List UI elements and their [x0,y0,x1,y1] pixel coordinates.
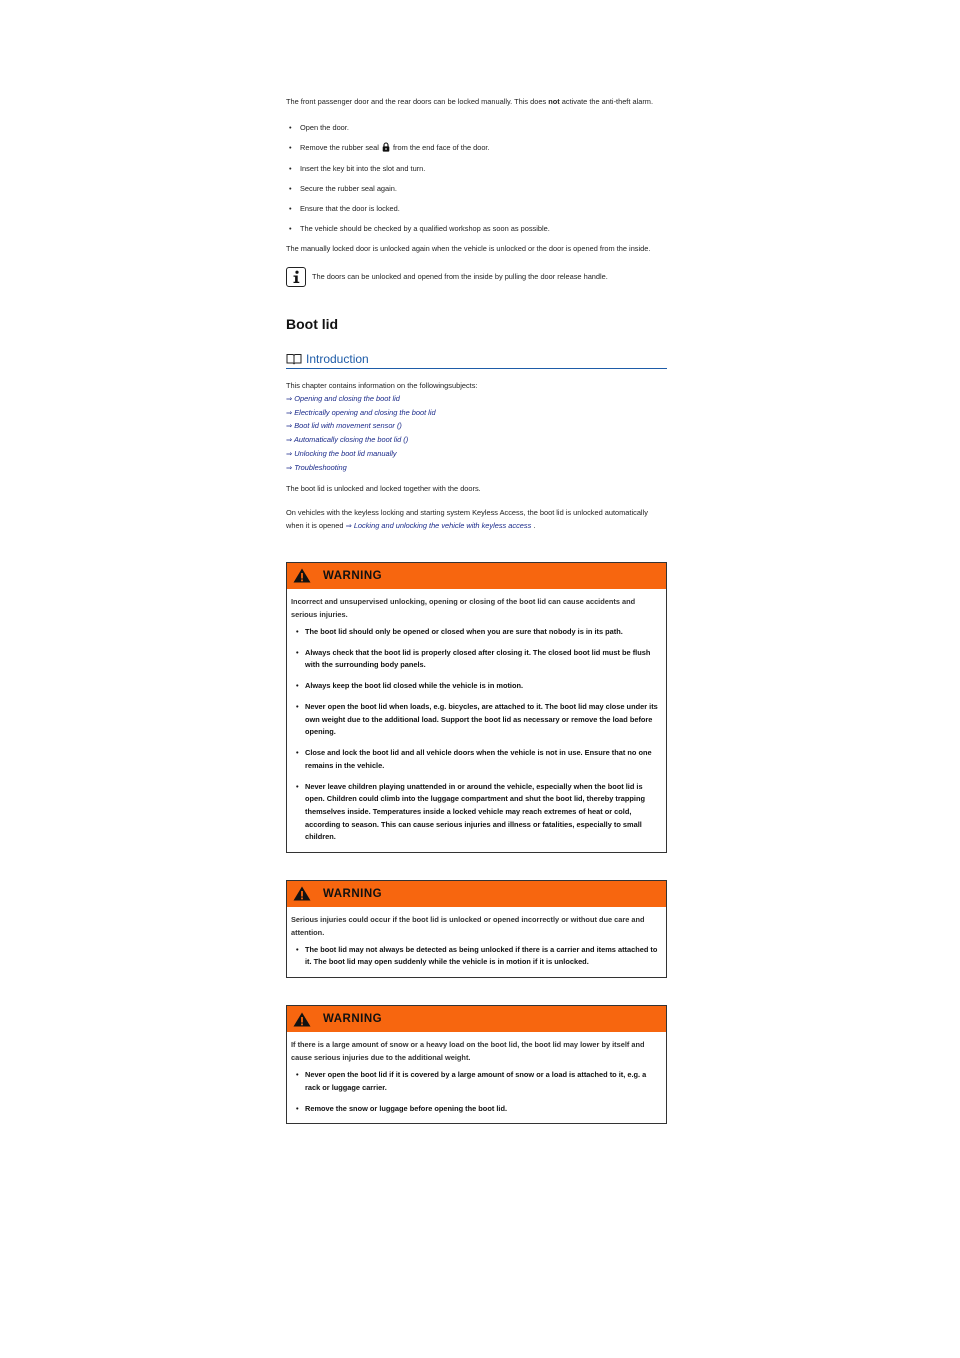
warning-triangle-icon [293,568,311,583]
book-icon [286,353,302,365]
warning-intro: Incorrect and unsupervised unlocking, opening or closing of the boot lid can cause accidents and serious injuries. [291,596,636,619]
keyless-access-link[interactable]: ⇒ Locking and unlocking the vehicle with keyless access [345,520,532,530]
warning-item: • The boot lid should only be opened or closed when you are sure that nobody is in its path. [291,626,662,639]
info-icon [286,267,306,287]
section-title: Boot lid [286,315,339,332]
padlock-icon [382,142,390,152]
warning-intro: Serious injuries could occur if the boot lid is unlocked or opened incorrectly or without due care and attention. [291,914,645,937]
info-note-text: The doors can be unlocked and opened from the inside by pulling the door release handle. [312,272,608,282]
boot-lid-paragraph: The boot lid is unlocked and locked together with the doors. [286,483,481,493]
chapter-link[interactable]: ⇒ Unlocking the boot lid manually [286,448,397,458]
warning-item: • Close and lock the boot lid and all vehicle doors when the vehicle is not in use. Ensure that no one remains in the vehicle. [291,747,662,772]
manual-locking-steps [286,122,667,234]
chapter-links [286,392,667,475]
warning-triangle-icon [293,886,311,901]
warning-item: • Always check that the boot lid is properly closed after closing it. The closed boot lid must be flush with the surrounding body panels. [291,647,662,672]
step-item: • Remove the rubber seal from the end face of the door. [286,142,667,153]
warning-label: WARNING [323,887,383,900]
manual-page [286,95,667,1124]
warning-label: WARNING [323,569,383,582]
warning-header [287,1006,666,1032]
introduction-heading-label: Introduction [306,351,369,366]
chapter-link[interactable]: ⇒ Automatically closing the boot lid () [286,435,409,445]
keyless-paragraph: On vehicles with the keyless locking and starting system Keyless Access, the boot lid is unlocked automatically when it is opened ⇒ Locking and unlocking the vehicle with keyless access . [286,507,648,530]
chapter-link[interactable]: ⇒ Opening and closing the boot lid [286,393,400,403]
warning-header [287,881,666,907]
warning-intro: If there is a large amount of snow or a heavy load on the boot lid, the boot lid may lower by itself and cause serious injuries due to the additional weight. [291,1040,645,1063]
warning-label: WARNING [323,1013,383,1026]
chapter-link[interactable]: ⇒ Boot lid with movement sensor () [286,421,402,431]
info-note [286,267,667,287]
warning-header [287,563,666,589]
warning-item: • Remove the snow or luggage before opening the boot lid. [291,1103,662,1116]
unlock-note: The manually locked door is unlocked again when the vehicle is unlocked or the door is opened from the inside. [286,243,651,253]
warning-box [286,562,667,853]
warning-box [286,1005,667,1124]
warning-item: • Never open the boot lid if it is covered by a large amount of snow or a load is attached to it, e.g. a rack or luggage carrier. [291,1069,662,1094]
step-item: • Secure the rubber seal again. [286,183,667,194]
step-item: • Open the door. [286,122,667,133]
warning-item: • Never open the boot lid when loads, e.g. bicycles, are attached to it. The boot lid may close under its own weight due to the additional load. Support the boot lid as necessary or remove the load before opening. [291,701,662,739]
warning-triangle-icon [293,1012,311,1027]
manual-locking-intro: The front passenger door and the rear doors can be locked manually. This does not activate the anti-theft alarm. [286,97,653,106]
warning-box [286,880,667,978]
step-item: • The vehicle should be checked by a qualified workshop as soon as possible. [286,223,667,234]
warning-item: • Always keep the boot lid closed while the vehicle is in motion. [291,680,662,693]
step-item: • Ensure that the door is locked. [286,203,667,214]
step-item: • Insert the key bit into the slot and turn. [286,163,667,174]
chapter-link[interactable]: ⇒ Troubleshooting [286,462,347,472]
warning-item: • The boot lid may not always be detected as being unlocked if there is a carrier and items attached to it. The boot lid may open suddenly while the vehicle is in motion if it is unlocked. [291,944,662,969]
chapter-text: This chapter contains information on the followingsubjects: [286,380,478,390]
chapter-link[interactable]: ⇒ Electrically opening and closing the boot lid [286,407,436,417]
introduction-heading [286,352,667,369]
warning-item: • Never leave children playing unattended in or around the vehicle, especially when the boot lid is open. Children could climb into the luggage compartment and shut the boot lid, thereby trapping themselves inside. Temperatures inside a locked vehicle may reach extremes of heat or cold, according to season. This can cause serious injuries and illness or fatalities, especially to small children. [291,781,662,844]
